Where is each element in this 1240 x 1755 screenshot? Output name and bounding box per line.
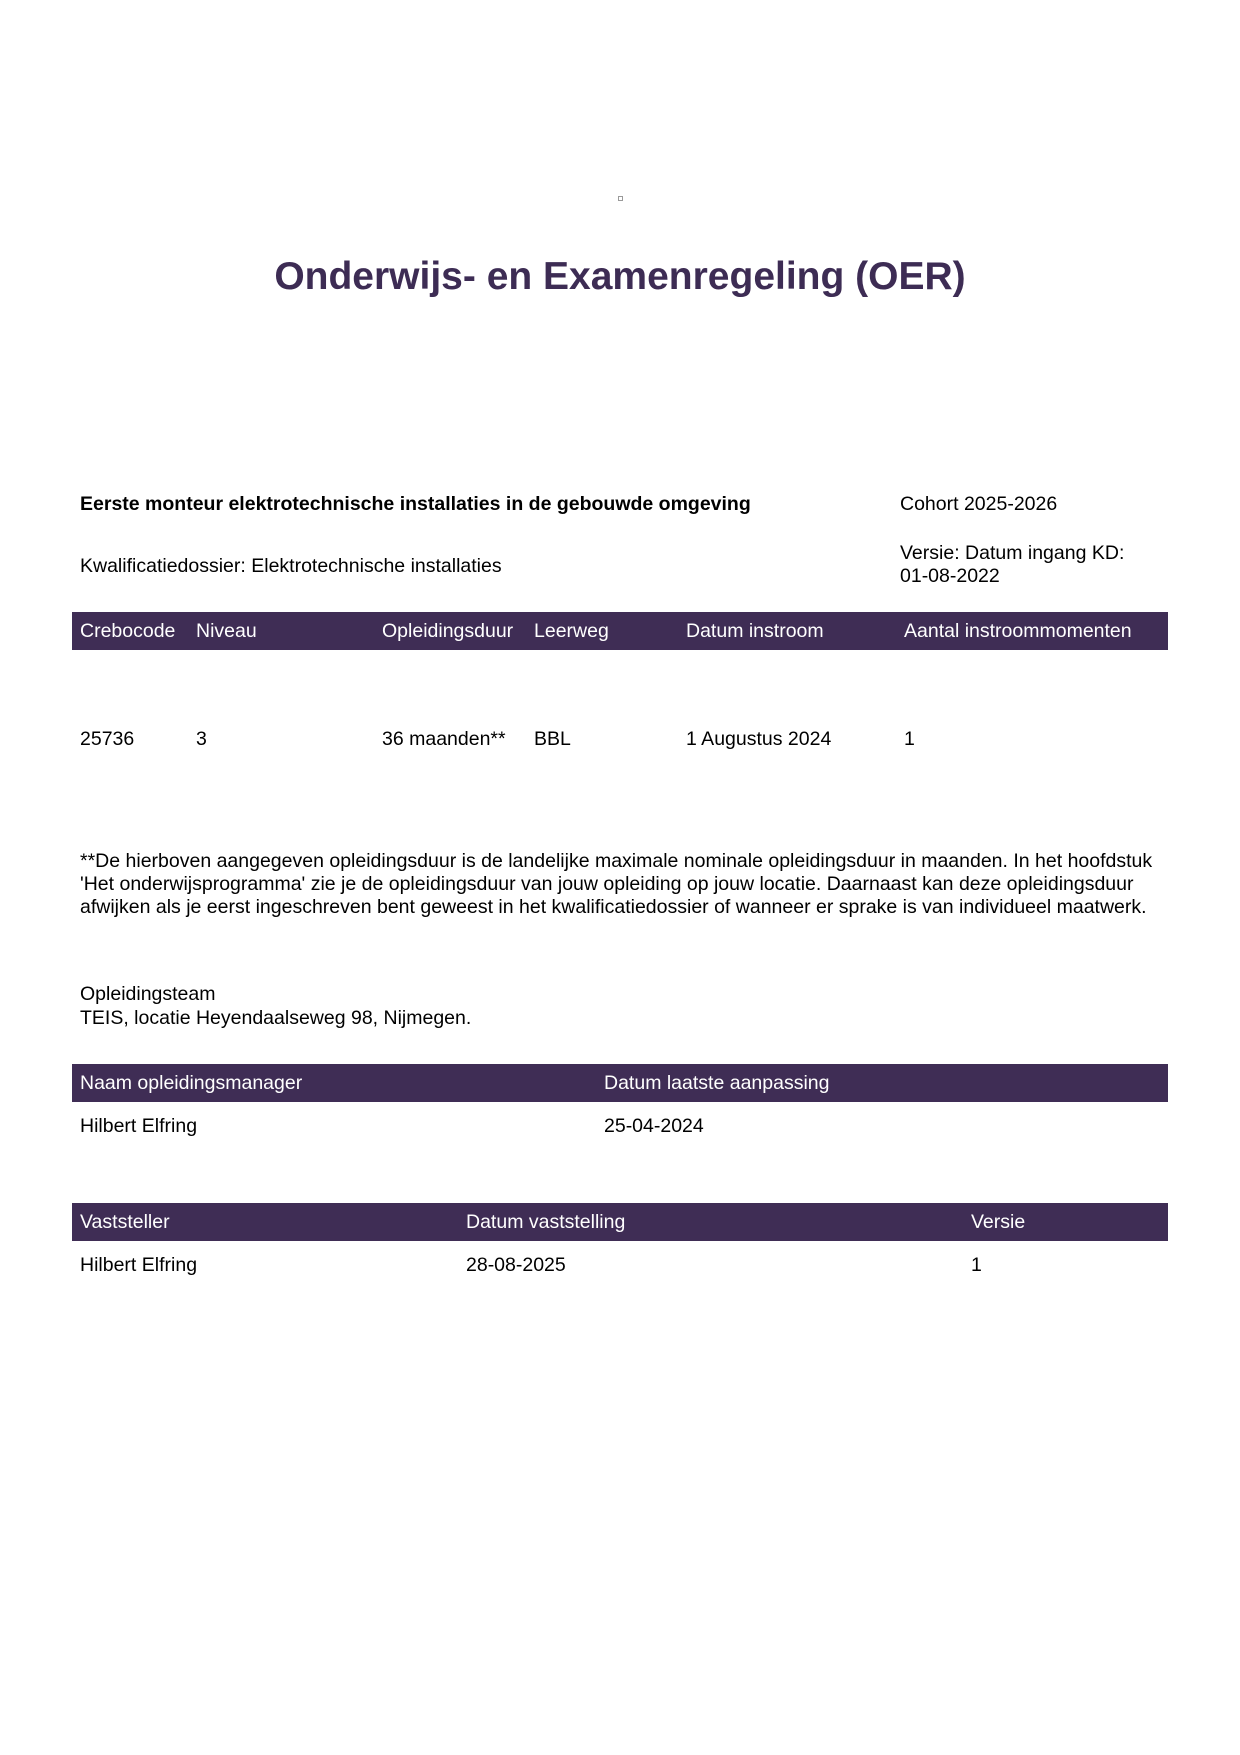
opleidingsteam-block bbox=[80, 982, 471, 1030]
cell-opleidingsmanager: Hilbert Elfring bbox=[80, 1114, 198, 1137]
col-header-niveau: Niveau bbox=[188, 612, 374, 650]
col-header-datum-vaststelling: Datum vaststelling bbox=[458, 1203, 963, 1241]
cohort-label: Cohort 2025-2026 bbox=[900, 493, 1058, 515]
versie-line-2: 01-08-2022 bbox=[900, 565, 1000, 587]
col-header-crebocode: Crebocode bbox=[72, 612, 188, 650]
col-header-naam-opleidingsmanager: Naam opleidingsmanager bbox=[72, 1064, 596, 1102]
opleiding-name: Eerste monteur elektrotechnische installaties in de gebouwde omgeving bbox=[80, 493, 751, 515]
versie-label bbox=[900, 542, 1160, 588]
program-table-header bbox=[72, 612, 1168, 650]
opleidingsteam-location: TEIS, locatie Heyendaalseweg 98, Nijmegen. bbox=[80, 1007, 472, 1029]
versie-line-1: Versie: Datum ingang KD: bbox=[900, 542, 1125, 564]
col-header-opleidingsduur: Opleidingsduur bbox=[374, 612, 526, 650]
table-row bbox=[72, 1241, 1168, 1289]
cell-aantal-instroommomenten: 1 bbox=[904, 727, 915, 750]
table-row bbox=[72, 1102, 1168, 1150]
opleidingsteam-label: Opleidingsteam bbox=[80, 983, 216, 1005]
manager-table bbox=[72, 1064, 1168, 1150]
cell-datum-laatste-aanpassing: 25-04-2024 bbox=[604, 1114, 704, 1137]
cell-opleidingsduur: 36 maanden** bbox=[382, 727, 506, 750]
page-title: Onderwijs- en Examenregeling (OER) bbox=[274, 255, 966, 298]
logo-placeholder-icon bbox=[618, 196, 623, 201]
table-row bbox=[72, 650, 1168, 828]
col-header-vaststeller: Vaststeller bbox=[72, 1203, 458, 1241]
cell-datum-vaststelling: 28-08-2025 bbox=[466, 1253, 566, 1276]
vaststelling-table bbox=[72, 1203, 1168, 1289]
cell-datum-instroom: 1 Augustus 2024 bbox=[686, 727, 832, 750]
cell-vaststeller: Hilbert Elfring bbox=[80, 1253, 198, 1276]
cell-versie: 1 bbox=[971, 1253, 982, 1276]
col-header-leerweg: Leerweg bbox=[526, 612, 678, 650]
program-table bbox=[72, 612, 1168, 828]
col-header-versie: Versie bbox=[963, 1203, 1168, 1241]
col-header-aantal-instroommomenten: Aantal instroommomenten bbox=[896, 612, 1168, 650]
opleidingsduur-note: **De hierboven aangegeven opleidingsduur is de landelijke maximale nominale opleidingsduur in maanden. In het hoofdstuk 'Het onderwijsprogramma' zie je de opleidingsduur van jouw opleiding op jouw locatie. Daarnaast kan deze opleidingsduur afwijken als je eerst ingeschreven bent geweest in het kwalificatiedossier of wanneer er sprake is van individueel maatwerk. bbox=[80, 850, 1153, 918]
vaststelling-table-header bbox=[72, 1203, 1168, 1241]
col-header-datum-laatste-aanpassing: Datum laatste aanpassing bbox=[596, 1064, 1168, 1102]
cell-leerweg: BBL bbox=[534, 727, 571, 750]
col-header-datum-instroom: Datum instroom bbox=[678, 612, 896, 650]
kwalificatiedossier-label: Kwalificatiedossier: Elektrotechnische installaties bbox=[80, 555, 502, 577]
cell-crebocode: 25736 bbox=[80, 727, 135, 750]
cell-niveau: 3 bbox=[196, 727, 207, 750]
manager-table-header bbox=[72, 1064, 1168, 1102]
